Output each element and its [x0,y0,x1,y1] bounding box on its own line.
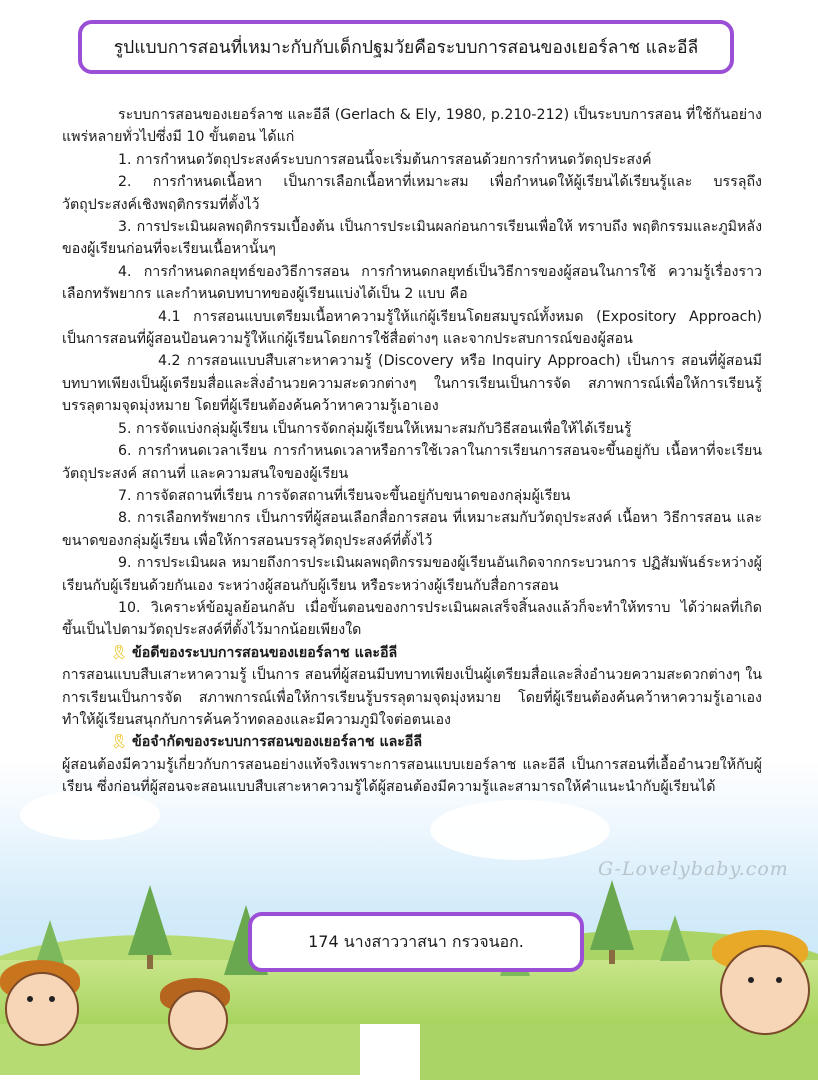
limitations-text: ผู้สอนต้องมีความรู้เกี่ยวกับการสอนอย่างแท้จริงเพราะการสอนแบบเยอร์ลาช และอีลี เป็นการสอนที่เอื้ออำนวยให้กับผู้เรียน ซึ่งก่อนที่ผู้สอนจะสอนแบบสืบเสาะหาความรู้ได้ผู้สอนต้องมีความรู้และสามารถให้คำแนะนำกับผู้เรียนได้ [62,756,762,796]
author-footer [248,912,584,972]
kid-eye [27,996,33,1002]
limitations-heading [62,731,762,753]
step-6: 6. การกำหนดเวลาเรียน การกำหนดเวลาหรือการใช้เวลาในการเรียนการสอนจะขึ้นอยู่กับ เนื้อหาที่จะเรียน วัตถุประสงค์ สถานที่ และความสนใจของผู้เรียน [62,443,762,482]
tree [128,885,172,955]
step-7: 7. การจัดสถานที่เรียน การจัดสถานที่เรียนจะขึ้นอยู่กับขนาดของกลุ่มผู้เรียน [118,487,571,504]
step-8: 8. การเลือกทรัพยากร เป็นการที่ผู้สอนเลือกสื่อการสอน ที่เหมาะสมกับวัตถุประสงค์ เนื้อหา วิธีการสอน และขนาดของกลุ่มผู้เรียน เพื่อให้การสอนบรรลุวัตถุประสงค์ที่ตั้งไว้ [62,510,762,549]
step-4-2: 4.2 การสอนแบบสืบเสาะหาความรู้ (Discovery หรือ Inquiry Approach) เป็นการ สอนที่ผู้สอนมีบทบาทเพียงเป็นผู้เตรียมสื่อและสิ่งอำนวยความสะดวกต่างๆ ในการเรียนเป็นการจัด สภาพการณ์เพื่อให้การเรียนรู้บรรลุตามจุดมุ่งหมาย โดยที่ผู้เรียนต้องค้นคว้าหาความรู้เอาเอง [62,353,762,415]
step-4-1: 4.1 การสอนแบบเตรียมเนื้อหาความรู้ให้แก่ผู้เรียนโดยสมบูรณ์ทั้งหมด (Expository Approach) เป็นการสอนที่ผู้สอนป้อนความรู้ให้แก่ผู้เรียนโดยการใช้สื่อต่างๆ และจากประสบการณ์ของผู้สอน [62,308,762,348]
step-1: 1. การกำหนดวัตถุประสงค์ระบบการสอนนี้จะเริ่มต้นการสอนด้วยการกำหนดวัตถุประสงค์ [118,151,652,168]
kid-eye [748,977,754,983]
kid-face-left [5,972,79,1046]
limitations-heading-text: ข้อจำกัดของระบบการสอนของเยอร์ลาช และอีลี [132,734,423,751]
tree-trunk [609,950,615,964]
step-2: 2. การกำหนดเนื้อหา เป็นการเลือกเนื้อหาที่เหมาะสม เพื่อกำหนดให้ผู้เรียนได้เรียนรู้และ บรรลุถึงวัตถุประสงค์เชิงพฤติกรรมที่ตั้งไว้ [62,174,762,213]
step-10: 10. วิเคราะห์ข้อมูลย้อนกลับ เมื่อขั้นตอนของการประเมินผลเสร็จสิ้นลงแล้วก็จะทำให้ทราบ ได้ว่าผลที่เกิดขึ้นเป็นไปตามวัตถุประสงค์ที่ตั้งไว้มากน้อยเพียงใด [62,599,762,639]
tree [590,880,634,950]
kid-face-center [168,990,228,1050]
author-name: 174 นางสาววาสนา กรวจนอก. [308,931,524,951]
kid-face-right [720,945,810,1035]
advantages-heading [62,642,762,664]
document-body [62,104,762,799]
advantages-text: การสอนแบบสืบเสาะหาความรู้ เป็นการ สอนที่ผู้สอนมีบทบาทเพียงเป็นผู้เตรียมสื่อและสิ่งอำนวยความสะดวกต่างๆ ในการเรียนเป็นการจัด สภาพการณ์เพื่อให้การเรียนรู้บรรลุตามจุดมุ่งหมาย โดยที่ผู้เรียนต้องค้นคว้าหาความรู้เอาเอง ทำให้ผู้เรียนสนุกกับการค้นคว้าทดลองและมีความภูมิใจต่อตนเอง [62,667,762,728]
cloud [430,800,610,860]
step-4: 4. การกำหนดกลยุทธ์ของวิธีการสอน การกำหนดกลยุทธ์เป็นวิธีการของผู้สอนในการใช้ ความรู้เรื่องราว เลือกทรัพยากร และกำหนดบทบาทของผู้เรียนแบ่งได้เป็น 2 แบบ คือ [62,263,762,303]
page-title [78,20,734,74]
watermark: G-Lovelybaby.com [598,858,789,880]
kid-eye [49,996,55,1002]
ribbon-icon: 🎗 [110,734,129,751]
step-9: 9. การประเมินผล หมายถึงการประเมินผลพฤติกรรมของผู้เรียนอันเกิดจากกระบวนการ ปฏิสัมพันธ์ระหว่างผู้เรียนกับผู้เรียนด้วยกันเอง ระหว่างผู้สอนกับผู้เรียน หรือระหว่างผู้เรียนกับสื่อการสอน [62,555,762,594]
kid-eye [776,977,782,983]
step-3: 3. การประเมินผลพฤติกรรมเบื้องต้น เป็นการประเมินผลก่อนการเรียนเพื่อให้ ทราบถึง พฤติกรรมและภูมิหลังของผู้เรียนก่อนที่จะเรียนเนื้อหานั้นๆ [62,219,762,258]
advantages-heading-text: ข้อดีของระบบการสอนของเยอร์ลาช และอีลี [132,644,398,661]
page-title-text: รูปแบบการสอนที่เหมาะกับกับเด็กปฐมวัยคือระบบการสอนของเยอร์ลาช และอีลี [113,38,699,58]
ribbon-icon: 🎗 [110,644,129,661]
intro-paragraph: ระบบการสอนของเยอร์ลาช และอีลี (Gerlach & Ely, 1980, p.210-212) เป็นระบบการสอน ที่ใช้กันอย่างแพร่หลายทั่วไปซึ่งมี 10 ขั้นตอน ได้แก่ [62,107,762,146]
step-5: 5. การจัดแบ่งกลุ่มผู้เรียน เป็นการจัดกลุ่มผู้เรียนให้เหมาะสมกับวิธีสอนเพื่อให้ได้เรียนรู้ [118,420,632,437]
tree-trunk [147,955,153,969]
tree [660,915,690,961]
